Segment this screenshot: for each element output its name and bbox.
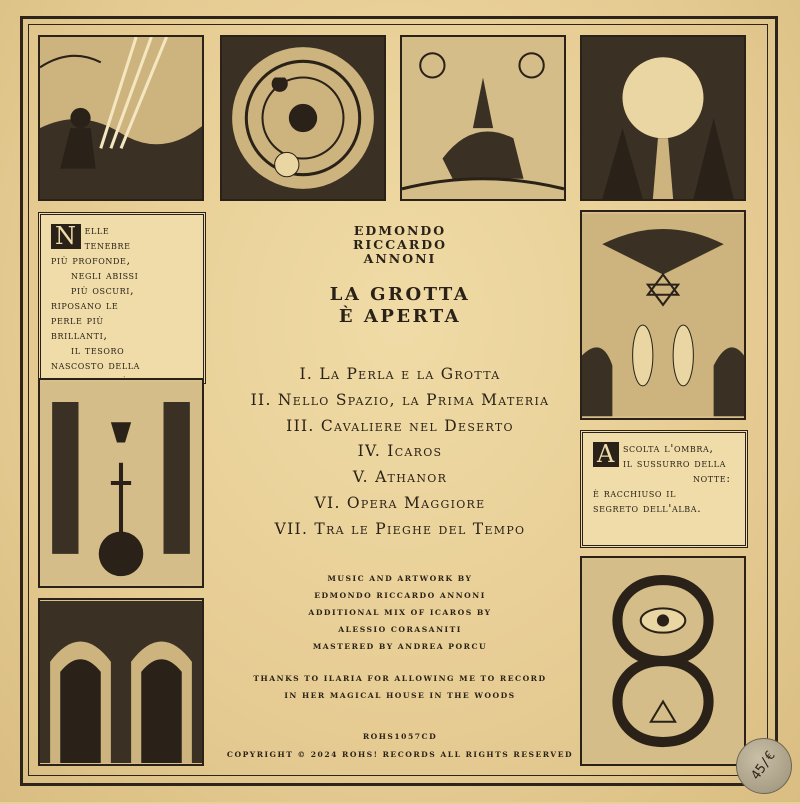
credit-line: ALESSIO CORASANITI bbox=[338, 625, 462, 634]
track-item: VI. Opera Maggiore bbox=[314, 493, 486, 512]
poem-right-dropcap: A bbox=[593, 442, 619, 467]
engraving-gothic-cathedral bbox=[38, 598, 204, 766]
artist-line: ANNONI bbox=[363, 251, 437, 266]
poem-right-line: notte: bbox=[693, 471, 731, 485]
album-title-line: È APERTA bbox=[338, 306, 462, 327]
poem-left-line: brillanti, bbox=[51, 328, 108, 342]
copyright: COPYRIGHT © 2024 ROHS! RECORDS ALL RIGHTS RESERVED bbox=[226, 750, 574, 759]
credits bbox=[205, 570, 595, 655]
poem-right-line: è racchiuso il bbox=[593, 486, 676, 500]
track-item: I. La Perla e la Grotta bbox=[299, 365, 501, 383]
thanks bbox=[205, 670, 595, 704]
thanks-line: THANKS TO ILARIA FOR ALLOWING ME TO RECORD bbox=[253, 674, 547, 683]
credit-line: ADDITIONAL MIX OF ICAROS BY bbox=[308, 608, 492, 617]
price-sticker-text: 45/€ bbox=[748, 748, 779, 783]
artist-line: EDMONDO bbox=[353, 223, 447, 238]
catalog-block bbox=[205, 728, 595, 764]
poem-left-line: riposano le bbox=[51, 298, 119, 312]
engraving-celestial-spheres bbox=[220, 35, 386, 201]
poem-left-line: il tesoro bbox=[71, 343, 125, 357]
track-item: III. Cavaliere nel Deserto bbox=[286, 416, 514, 435]
track-item: IV. Icaros bbox=[357, 442, 443, 461]
engraving-temple-pillars bbox=[38, 378, 204, 588]
poem-right-line: il sussurro della bbox=[622, 456, 726, 470]
album-title bbox=[205, 284, 595, 328]
engraving-forest-vision bbox=[580, 35, 746, 201]
thanks-line: IN HER MAGICAL HOUSE IN THE WOODS bbox=[284, 691, 516, 700]
engraving-ouroboros-eye bbox=[580, 556, 746, 766]
poem-left-line: più oscuri, bbox=[71, 283, 135, 297]
poem-left-line: negli abissi bbox=[71, 268, 139, 282]
engraving-figure-at-water bbox=[38, 35, 204, 201]
poem-left-line: nascosto della bbox=[51, 358, 141, 372]
track-list bbox=[205, 362, 595, 543]
artist-line: RICCARDO bbox=[353, 237, 447, 252]
catalog-number: ROHS1057CD bbox=[362, 732, 438, 741]
poem-left-dropcap: N bbox=[51, 224, 81, 249]
poem-left bbox=[38, 212, 206, 384]
poem-left-line: perle più bbox=[51, 313, 104, 327]
track-item: II. Nello Spazio, la Prima Materia bbox=[250, 390, 550, 409]
poem-left-line: tenebre bbox=[84, 238, 131, 252]
credit-line: EDMONDO RICCARDO ANNONI bbox=[314, 591, 486, 600]
track-item: VII. Tra le Pieghe del Tempo bbox=[274, 519, 526, 538]
credit-line: MASTERED BY ANDREA PORCU bbox=[312, 642, 488, 651]
poem-left-line: elle bbox=[84, 223, 110, 237]
poem-right-line: segreto dell'alba. bbox=[593, 501, 702, 515]
track-item: V. Athanor bbox=[352, 468, 448, 487]
engraving-rider-on-horse bbox=[400, 35, 566, 201]
poem-right bbox=[580, 430, 748, 548]
album-title-line: LA GROTTA bbox=[329, 284, 471, 305]
artist-name bbox=[205, 224, 595, 266]
price-sticker bbox=[736, 738, 792, 794]
engraving-angel-and-adam-eve bbox=[580, 210, 746, 420]
poem-left-line: più profonde, bbox=[51, 253, 131, 267]
credit-line: MUSIC AND ARTWORK BY bbox=[327, 574, 473, 583]
poem-right-line: scolta l'ombra, bbox=[622, 441, 714, 455]
